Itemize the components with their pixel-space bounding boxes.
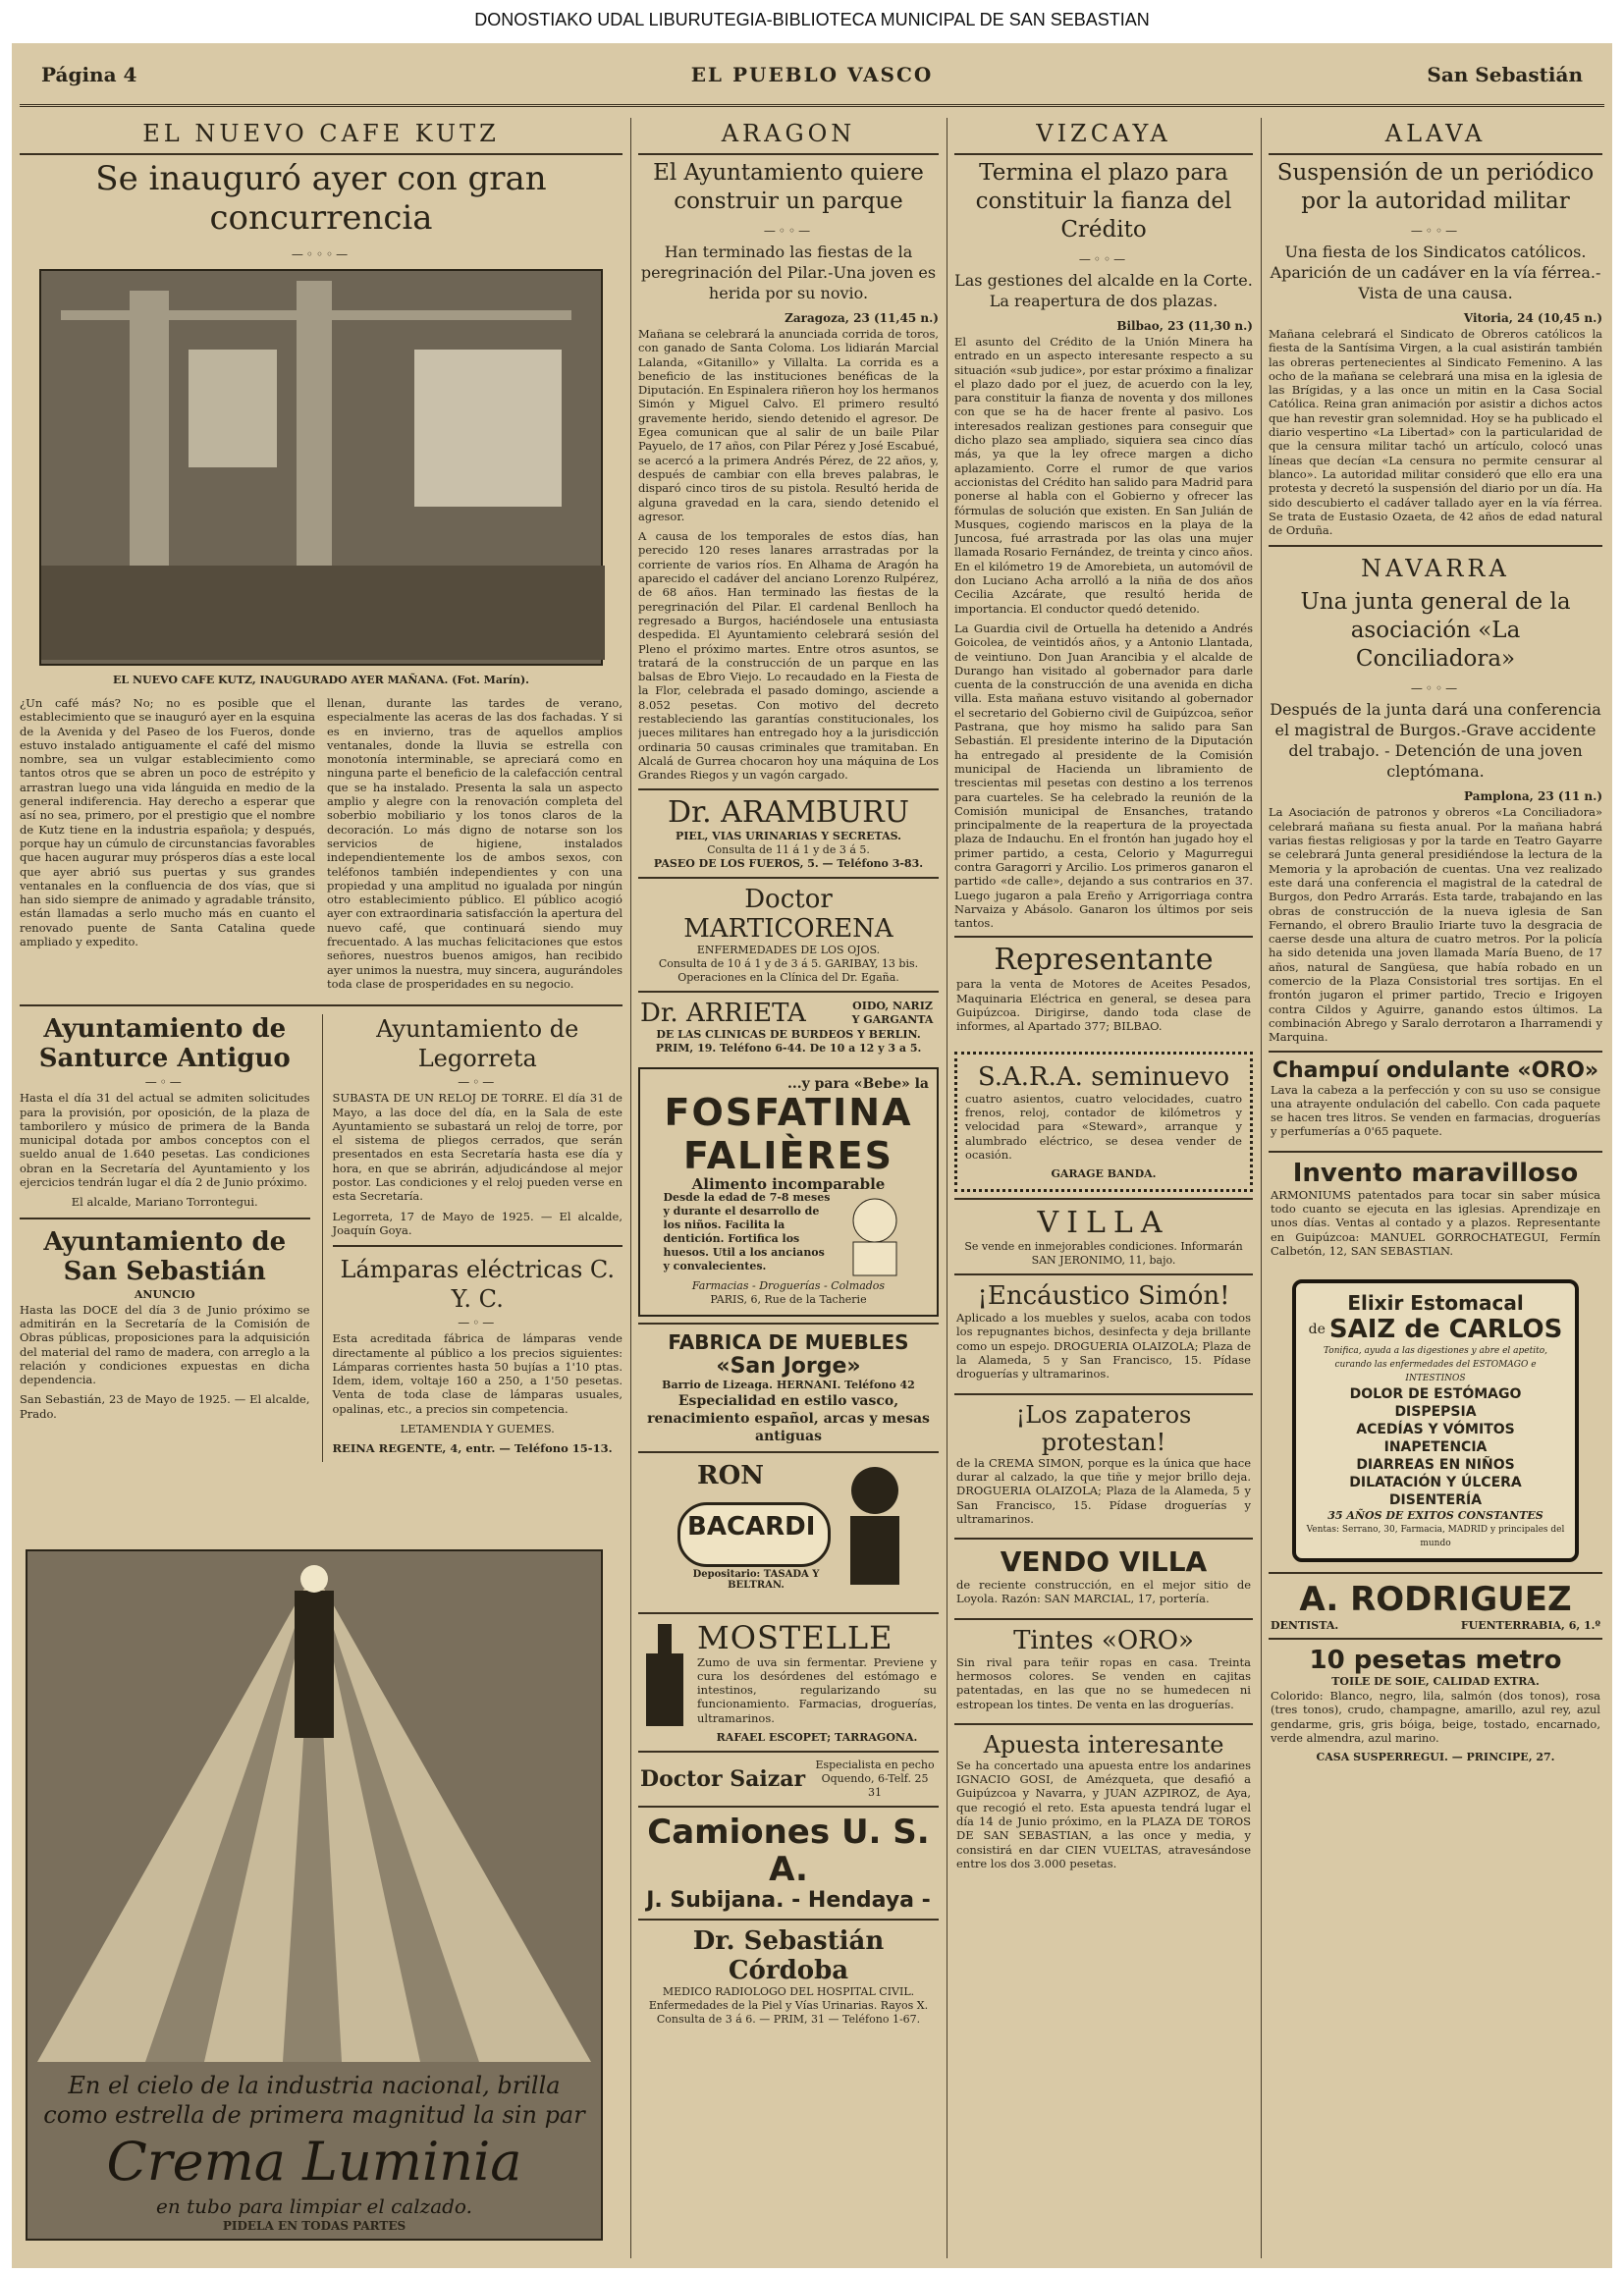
ad-shops: Farmacias - Droguerías - Colmados (691, 1278, 886, 1292)
headline: Suspensión de un periódico por la autoridad militar (1276, 160, 1595, 214)
ad-text: Se ha concertado una apuesta entre los andarines IGNACIO GOSI, de Amézqueta, que desafió a Guipúzcoa y Navarra, y JUAN AZPIROZ, de Aya, que recogió el reto. Esta apuesta tendrá lugar el día 14 de Junio próximo, en la PLAZA DE TOROS DE SAN SEBASTIAN, a las once y media, y consistirá en dar CIEN VUELTAS, atravesándose entre los dos 3.000 pesetas. (956, 1758, 1251, 1870)
poster-line: como estrella de primera magnitud la sin par (43, 2101, 585, 2129)
headline: El Ayuntamiento quiere construir un parque (653, 160, 924, 214)
ad-title: S.A.R.A. seminuevo (977, 1061, 1230, 1092)
ad-text: Lava la cabeza a la perfección y con su uso se consigue una atrayente ondulación del cabello. Con cada paquete se hacen tres litros. Se venden en farmacias, droguerías y perfumerías a 0'65 paquete. (1271, 1082, 1600, 1139)
bacardi-ad (638, 1451, 939, 1612)
ad-address: CASA SUSPERREGUI. — PRINCIPE, 27. (1316, 1751, 1555, 1764)
ad-address: Barrio de Lizeaga. HERNANI. Teléfono 42 (662, 1378, 915, 1391)
ad-signature: San Sebastián, 23 de Mayo de 1925. — El alcalde, Prado. (20, 1392, 310, 1421)
ad-text: de reciente construcción, en el mejor sitio de Loyola. Razón: SAN MARCIAL, 17, portería. (956, 1578, 1251, 1606)
ad-address: REINA REGENTE, 4, entr. — Teléfono 15-13. (332, 1441, 613, 1456)
masthead-rule (20, 104, 1604, 107)
ad-text: Zumo de uva sin fermentar. Previene y cura los desórdenes del estómago e intestinos, regularizando su funcionamiento. Farmacias, droguerías, ultramarinos. (697, 1654, 937, 1725)
ad-tagline: Elixir Estomacal (1347, 1291, 1524, 1316)
column-divider (630, 118, 631, 2258)
ad-text: Desde la edad de 7-8 meses y durante el desarrollo de los niños. Facilita la dentición. Fortifica los huesos. Util a los ancianos y convalecientes. (663, 1190, 831, 1272)
dateline: Vitoria, 24 (10,45 n.) (1463, 311, 1602, 325)
subheadline: Una fiesta de los Sindicatos católicos. Aparición de un cadáver en la vía férrea.-Vista de una causa. (1270, 243, 1601, 302)
ad-title: 10 pesetas metro (1309, 1646, 1562, 1676)
ad-subtitle: PIEL, VIAS URINARIAS Y SECRETAS. (675, 829, 902, 842)
cafe-photo (39, 269, 603, 666)
ailment-item: DILATACIÓN Y ÚLCERA (1349, 1475, 1522, 1491)
ad-text: Especialidad en estilo vasco, renacimiento español, arcas y mesas antiguas (647, 1392, 930, 1444)
ad-name: «San Jorge» (716, 1353, 861, 1379)
baby-illustration (836, 1191, 914, 1279)
ad-address: FUENTERRABIA, 6, 1.º (1460, 1619, 1600, 1633)
figure-illustration (831, 1461, 919, 1589)
ad-subtitle: ENFERMEDADES DE LOS OJOS. (696, 943, 881, 956)
article-text: La Asociación de patronos y obreros «La Conciliadora» celebrará mañana su fiesta anual. Por la mañana habrá varias fiestas religiosas y por la tarde en Teatro Gayarre se celebrará Junta general presidiéndose la lectura de la Memoria y la aprobación de cuentas. Una vez realizado este dará una conferencia el magistral de la catedral de Burgos, don Pedro Arrarás. Esta tarde, trabajando en las obras de construcción de la nueva iglesia de San Fernando, el obrero Braulio Iriarte tuvo la desgracia de caerse desde una altura de cuatro metros. Por la policía ha sido detenida una joven llamada María Bueno, de 17 años, natural de Sangüesa, que había robado en un comercio de la Plaza Consistorial tres sortijas. En el frontón jugaron el primer partido, Trecio e Irigoyen contra Cildos y Aguirre, ganando estos últimos. La combinación Abrego y Saralo derrotaron a Iharramendi y Marquina. (1269, 805, 1602, 1045)
ad-address: Ventas: Serrano, 30, Farmacia, MADRID y principales del mundo (1306, 1525, 1565, 1549)
ad-title: A. RODRIGUEZ (1299, 1580, 1572, 1620)
article-text: La Guardia civil de Ortuella ha detenido a Andrés Goicolea, de veintidós años, y a Antonio Llantada, de veintiuno. Don Juan Arancibia y el alcalde de Durango han visitado al gobernador para darle cuenta de la construcción de una avenida en dicha villa. Esta mañana estuvo visitando al gobernador el secretario del Gobierno civil de Guipúzcoa, señor Pastrana, que hoy mismo ha salido para San Sebastián. El presidente interino de la Diputación ha entregado al presidente de la Comisión municipal de Hacienda un libramiento de trescientas mil pesetas con destino a los terrenos para cuarteles. Se ha celebrado la reunión de la Comisión municipal de Ensanches, tratando principalmente de la reapertura de la proyectada plaza de Indauchu. En el frontón han jugado hoy el primer partido, a cesta, Celorio y Magurregui contra Garagorri y Arcilio. Los primeros ganaron el partido «de calle», dejando a sus contrarios en 37. Luego jugaron a pala Ereño y Arrigorriaga contra Narvaiza y Abásolo. Ganaron los últimos por seis tantos. (954, 621, 1253, 931)
ailment-item: DOLOR DE ESTÓMAGO (1349, 1386, 1522, 1403)
ad-subtitle: TOILE DE SOIE, CALIDAD EXTRA. (1331, 1675, 1540, 1689)
city-label: San Sebastián (1427, 63, 1583, 86)
ad-text: Se vende en inmejorables condiciones. Informarán SAN JERONIMO, 11, bajo. (964, 1240, 1243, 1268)
photo-caption: EL NUEVO CAFE KUTZ, INAUGURADO AYER MAÑANA. (Fot. Marín). (113, 674, 529, 686)
ailment-item: DISPEPSIA (1394, 1404, 1477, 1421)
dateline: Zaragoza, 23 (11,45 n.) (785, 311, 939, 325)
ad-title: VENDO VILLA (1000, 1545, 1208, 1579)
ad-signature: Legorreta, 17 de Mayo de 1925. — El alcalde, Joaquín Goya. (332, 1209, 623, 1237)
ad-address: PARIS, 6, Rue de la Tacherie (710, 1292, 867, 1306)
page-number: Página 4 (41, 63, 137, 86)
ad-title: Ayuntamiento de Santurce Antiguo (38, 1014, 291, 1074)
section-title: EL NUEVO CAFE KUTZ (142, 120, 500, 147)
ad-subtitle: Alimento incomparable (691, 1174, 886, 1193)
ailment-item: INAPETENCIA (1383, 1439, 1488, 1456)
ad-title: Representante (994, 943, 1214, 978)
ad-title: MOSTELLE (697, 1618, 893, 1656)
ad-title: SAIZ de CARLOS (1328, 1315, 1563, 1345)
ad-text: ARMONIUMS patentados para tocar sin saber música todo cuanto se ejecuta en las iglesias. Aprendizaje en unos días. Ventas al contado y a plazos. Representante en Guipúzcoa: MANUEL GORROCHATEGUI, Fermín Calbetón, 12, SAN SEBASTIAN. (1271, 1187, 1600, 1258)
ad-title: Apuesta interesante (983, 1730, 1224, 1759)
column-vizcaya: VIZCAYA Termina el plazo para constituir la fianza del Crédito —◦◦— Las gestiones del alcalde en la Corte. La reapertura de dos plazas. Bilbao, 23 (11,30 n.) El asunto del Crédito de la Unión Minera ha entrado en un aspecto interesante respecto a su situación «sub judice», por estar próximo a finalizar el plazo dado por el juez, de acuerdo con la ley, para constituir la fianza de noventa y dos millones con que se ha de hacer frente al pasivo. Los interesados realizan gestiones para conseguir que dicho plazo sea ampliado, siquiera sea cinco días más, ya que la ley ofrece margen a dicho aplazamiento. Corre el rumor de que varios accionistas del Crédito han salido para Madrid para ponerse al habla con el Gobierno y ofrecer las fórmulas de solución que existen. En San Julián de Musques, cogiendo mariscos en la playa de la Juncosa, fué arrastrada por las olas una mujer llamada Rosario Fernández, de treinta y cinco años. En el kilómetro 19 de Amorebieta, un automóvil de don Luciano Acha arrolló a la niña de dos años Cecilia Azcárate, que resultó herida de importancia. El conductor quedó detenido. La Guardia civil de Ortuella ha detenido a Andrés Goicolea, de veintidós años, y a Antonio Llantada, de veintiuno. Don Juan Arancibia y el alcalde de Durango han visitado al gobernador para darle cuenta de la construcción de una avenida en dicha villa. Esta mañana estuvo visitando al gobernador el secretario del Gobierno civil de Guipúzcoa, señor Pastrana, que hoy mismo ha salido para San Sebastián. El presidente interino de la Diputación ha entregado al presidente de la Comisión municipal de Hacienda un libramiento de trescientas mil pesetas con destino a los terrenos para cuarteles. Se ha celebrado la reunión de la Comisión municipal de Ensanches, tratando principalmente de la reapertura de la proyectada plaza de Indauchu. En el frontón han jugado hoy el primer partido, a cesta, Celorio y Magurregui contra Garagorri y Arcilio. Los primeros ganaron el partido «de calle», dejando a sus contrarios en 37. Luego jugaron a pala Ereño y Arrigorriaga contra Narvaiza y Abásolo. Ganaron los últimos por seis tantos. Representante para la venta de Motores de Aceites Pesados, Maquinaria Eléctrica en general, se desea para Guipúzcoa. Dirigirse, dando toda clase de informes, al Apartado 377; BILBAO. S.A.R.A. seminuevo cuatro asientos, cuatro velocidades, cuatro frenos, reloj, contador de kilómetros y velocidad para «Steward», arranque y alumbrado eléctrico, se desea vender de ocasión. GARAGE BANDA. VILLA Se vende en inmejorables condiciones. Informarán SAN JERONIMO, 11, bajo. ¡Encáustico Simón! Aplicado a los muebles y suelos, acaba con todos los repugnantes bichos, desinfecta y deja brillante como un espejo. DROGUERIA OLAIZOLA; Plaza de la Alameda, 5 y San Francisco, 15. Pídase droguerías y ultramarinos. ¡Los zapateros protestan! de la CREMA SIMON, porque es la única que hace durar al calzado, la que tiñe y mejor brillo deja. DROGUERIA OLAIZOLA; Plaza de la Alameda, 5 y San Francisco, 15. Pídase droguerías y ultramarinos. VENDO VILLA de reciente construcción, en el mejor sitio de Loyola. Razón: SAN MARCIAL, 17, portería. Tintes «ORO» Sin rival para teñir ropas en casa. Treinta hermosos colores. Se venden en cajitas patentadas, en las que no se humedecen ni estropean los tintes. De venta en las droguerías. Apuesta interesante Se ha concertado una apuesta entre los andarines IGNACIO GOSI, de Amézqueta, que desafió a Guipúzcoa y Navarra, y JUAN AZPIROZ, de Aya, que recogió el reto. Esta apuesta tendrá lugar el día 14 de Junio próximo, en la PLAZA DE TOROS DE SAN SEBASTIAN, a las once y media, y consistirá en dar CIEN VUELTAS, atravesándose entre los dos 3.000 pesetas. (954, 120, 1253, 2260)
section-title: ALAVA (1384, 120, 1487, 147)
ad-title: Dr. Sebastián Córdoba (692, 1925, 885, 1985)
article-text: A causa de los temporales de estos días, han perecido 120 reses lanares arrastradas por la corriente de varios ríos. En Alhama de Aragón ha aparecido el cadáver del anciano Lorenzo Rulpérez, de 68 años. Han terminado las fiestas de la peregrinación del Pilar. El cardenal Benlloch ha regresado a Burgos, haciéndosele una entusiasta despedida. El Ayuntamiento celebrará sesión del Pleno el próximo martes. Entre otros asuntos, se tratará de la construcción de un parque en las balsas de Ebro Viejo. Lo recaudado en la Fiesta de la Flor, celebrada el pasado domingo, asciende a 8.052 pesetas. Con motivo del decreto restableciendo las garantías constitucionales, los jueces militares han entregado hoy a la jurisdicción ordinaria 50 causas criminales que tramitaban. En Alcalá de Gurrea chocaron hoy una máquina de Los Grandes Riegos y un vagón cargado. (638, 529, 939, 783)
ad-title: VILLA (1037, 1206, 1170, 1241)
ad-title: Champuí ondulante «ORO» (1272, 1057, 1599, 1083)
section-title: VIZCAYA (1036, 120, 1171, 147)
ad-title: Lámparas eléctricas C. Y. C. (340, 1256, 616, 1314)
ad-text: Aplicado a los muebles y suelos, acaba con todos los repugnantes bichos, desinfecta y deja brillante como un espejo. DROGUERIA OLAIZOLA; Plaza de la Alameda, 5 y San Francisco, 15. Pídase droguerías y ultramarinos. (956, 1311, 1251, 1381)
article-text: Mañana se celebrará la anunciada corrida de toros, con ganado de Santa Coloma. Los lidiarán Marcial Lalanda, «Gitanillo» y Villalta. La corrida es a beneficio de las instituciones benéficas de la Diputación. En Espinalera riñeron hoy los hermanos Simón y Miguel Calvo. El primero resultó gravemente herido, siendo detenido el agresor. De Egea comunican que al salir de un baile Pilar Payuelo, de 17 años, con Pilar Pérez y José Escabué, se acercó a la primera Andrés Pérez, de 22 años, y, después de cambiar con ella breves palabras, le disparó cinco tiros de su pistola. Resultó herida de alguna gravedad en la cara, siendo detenido el agresor. (638, 327, 939, 523)
column-divider (1261, 118, 1262, 2258)
ad-agent: Depositario: TASADA Y BELTRAN. (692, 1568, 820, 1591)
newspaper-title: EL PUEBLO VASCO (690, 63, 934, 86)
ad-title: Invento maravilloso (1292, 1158, 1579, 1188)
ad-title: ¡Encáustico Simón! (977, 1281, 1230, 1312)
ad-text: Sin rival para teñir ropas en casa. Treinta hermosos colores. Se venden en cajitas patentadas, en las que no se humedecen ni estropean los tintes. De venta en las droguerías. (956, 1654, 1251, 1711)
ad-subtitle: J. Subijana. - Hendaya - (646, 1887, 931, 1913)
ad-address: PASEO DE LOS FUEROS, 5. — Teléfono 3-83. (653, 856, 924, 870)
headline: Una junta general de la asociación «La Conciliadora» (1300, 589, 1571, 673)
library-banner: DONOSTIAKO UDAL LIBURUTEGIA-BIBLIOTECA MUNICIPAL DE SAN SEBASTIAN (0, 0, 1624, 43)
article-text: Mañana celebrará el Sindicato de Obreros católicos la fiesta de la Santísima Virgen, a la cual asistirán también las obreras pertenecientes al Sindicato Femenino. A las ocho de la mañana se celebrará una misa en la iglesia de las Brígidas, y a las once un mitin en la Casa Social Católica. Reina gran animación por asistir a dichos actos que han revestir gran solemnidad. Hoy se ha publicado el diario vespertino «La Libertad» con la particularidad de que la censura militar tachó un artículo, colocó unas líneas que decían «La censura no permite censurar al blanco». La autoridad militar consideró que ello era una protesta y decretó la suspensión del diario por un día. Ha sido descubierto el cadáver tallado ayer en la vía férrea. Se trata de Eustasio Ozaeta, de 42 años de edad natural de Orduña. (1269, 327, 1602, 538)
column-cafe-kutz: EL NUEVO CAFE KUTZ Se inauguró ayer con gran concurrencia —◦◦◦— EL NUEVO CAFE KUTZ, INAUGURADO AYER MAÑANA. (Fot. Marín). ¿Un café más? No; no es posible que el establecimiento que se inauguró ayer en la esquina de la Avenida y del Paseo de los Fueros, donde estuvo instalado antiguamente el café del mismo nombre, sea un vulgar establecimiento como tantos otros que se abren un poco de estrépito y arrastran luego una vida lánguida en medio de la general indiferencia. Hay derecho a esperar que así no sea, primero, por el prestigio que el nombre de Kutz tiene en la industria española; y después, porque hay un cúmulo de circunstancias favorables que hacen augurar muy prósperos días a este local que ayer abrió sus puertas y sus grandes ventanales en la confluencia de dos vías, que si han sido siempre de animado y agradable tránsito, están llamadas a serlo mucho más en cuanto el renovado puente de Santa Catalina quede ampliado y expedito. llenan, durante las tardes de verano, especialmente las aceras de las dos fachadas. Y si es en invierno, tras de aquellos amplios ventanales, donde la lluvia se estrella con monotonía interminable, se apreciará como en ninguna parte el beneficio de la calefacción central que se ha instalado. Presenta la sala un aspecto amplio y alegre con la renovación completa del soberbio mobiliario y los tonos claros de la decoración. Lo más digno de notarse son los servicios de higiene, instalados independientemente los de ambos sexos, con teléfonos también independientes y con una propiedad y una amplitud no igualada por ningún otro establecimiento público. El público acogió ayer con extraordinaria satisfacción la apertura del nuevo café, que continuará siendo muy frecuentado. A las muchas felicitaciones que estos señores, nuestros buenos amigos, han recibido ayer unimos la nuestra, muy sincera, augurándoles toda clase de prosperidades en su negocio. Ayuntamiento de Santurce Antiguo —◦— Hasta el día 31 del actual se admiten solicitudes para la provisión, por oposición, de la plaza de tamborilero y músico de primera de la Banda municipal dotada por ambos conceptos con el sueldo anual de 1.640 pesetas. Las condiciones obran en la Secretaría del Ayuntamiento y los ejercicios tendrán lugar el día 2 de Junio próximo. El alcalde, Mariano Torrontegui. Ayuntamiento de San Sebastián ANUNCIO Hasta las DOCE del día 3 de Junio próximo se admitirán en la Secretaría de la Comisión de Obras públicas, proposiciones para la adquisición del material del ramo de madera, con arreglo a la relación y condiciones expuestas en dicha dependencia. San Sebastián, 23 de Mayo de 1925. — El alcalde, Prado. Ayuntamiento de Legorreta —◦— SUBASTA DE UN RELOJ DE TORRE. El día 31 de Mayo, a las doce del día, en la Sala de este Ayuntamiento se subastará un reloj de torre, por el sistema de pliegos cerrados, que serán presentados en esta Secretaría hasta ese día y hora, en que se abrirán, adjudicándose al mejor postor. Las condiciones y el reloj pueden verse en esta Secretaría. Legorreta, 17 de Mayo de 1925. — El alcalde, Joaquín Goya. Lámparas eléctricas C. Y. C. —◦— Esta acreditada fábrica de lámparas vende directamente al público a los precios siguientes: Lámparas corrientes hasta 50 bujías a 1'10 ptas. Idem, idem, voltaje 160 a 250, a 1'50 pesetas. Venta de toda clase de lámparas usuales, opalinas, etc., a precios sin competencia. LETAMENDIA Y GUEMES. REINA REGENTE, 4, entr. — Teléfono 15-13. En el cielo de la industria nacional, brilla como estrella de primera magnitud la sin par Crema Luminia en tubo para limpiar el calzado. PIDELA EN TODAS PARTES (20, 120, 623, 2260)
elixir-ad (1292, 1279, 1579, 1562)
poster-line: PIDELA EN TODAS PARTES (222, 2219, 406, 2233)
ad-subtitle: DENTISTA. (1271, 1619, 1339, 1633)
article-text: El asunto del Crédito de la Unión Minera ha entrado en un aspecto interesante respecto a su situación «sub judice», por estar próximo a finalizar el plazo dado por el juez, de acuerdo con la ley, para constituir la fianza de noventa y dos millones con que se ha de hacer frente al pasivo. Los interesados realizan gestiones para conseguir que dicho plazo sea ampliado, siquiera sea cinco días más, ya que la ley ofrece margen a dicho aplazamiento. Corre el rumor de que varios accionistas del Crédito han salido para Madrid para ponerse al habla con el Gobierno y ofrecer las fórmulas de solución que existen. En San Julián de Musques, cogiendo mariscos en la playa de la Juncosa, fué arrastrada por las olas una mujer llamada Rosario Fernández, de treinta y cinco años. En el kilómetro 19 de Amorebieta, un automóvil de don Luciano Acha arrolló a la niña de dos años Cecilia Azcárate, que resultó herida de importancia. El conductor quedó detenido. (954, 335, 1253, 616)
ad-label: ANUNCIO (134, 1287, 195, 1301)
ad-text: Esta acreditada fábrica de lámparas vende directamente al público a los precios siguientes: Lámparas corrientes hasta 50 bujías a 1'10 ptas. Idem, idem, voltaje 160 a 250, a 1'50 pesetas. Venta de toda clase de lámparas usuales, opalinas, etc., a precios sin competencia. (332, 1331, 623, 1416)
ad-text: Colorido: Blanco, negro, lila, salmón (dos tonos), rosa (tres tonos), crudo, champagne, amarillo, azul rey, azul gendarme, gris, gris bóiga, beige, tostado, encarnado, verde almendra, azul marino. (1271, 1689, 1600, 1746)
column-alava: ALAVA Suspensión de un periódico por la autoridad militar —◦◦— Una fiesta de los Sindicatos católicos. Aparición de un cadáver en la vía férrea.-Vista de una causa. Vitoria, 24 (10,45 n.) Mañana celebrará el Sindicato de Obreros católicos la fiesta de la Santísima Virgen, a la cual asistirán también las obreras pertenecientes al Sindicato Femenino. A las ocho de la mañana se celebrará una misa en la iglesia de las Brígidas, y a las once un mitin en la Casa Social Católica. Reina gran animación por asistir a dichos actos que han revestir gran solemnidad. Hoy se ha publicado el diario vespertino «La Libertad» con la particularidad de que la censura militar tachó un artículo, colocó unas líneas que decían «La censura no permite censurar al blanco». La autoridad militar consideró que ello era una protesta y decretó la suspensión del diario por un día. Ha sido descubierto el cadáver tallado ayer en la vía férrea. Se trata de Eustasio Ozaeta, de 42 años de edad natural de Orduña. NAVARRA Una junta general de la asociación «La Conciliadora» —◦◦— Después de la junta dará una conferencia el magistral de Burgos.-Grave accidente del trabajo. - Detención de una joven cleptómana. Pamplona, 23 (11 n.) La Asociación de patronos y obreros «La Conciliadora» celebrará mañana su fiesta anual. Por la mañana habrá varias fiestas religiosas y por la tarde en Teatro Gayarre se celebrará Junta general presidiéndose la lectura de la Memoria y la aprobación de cuentas. Una vez realizado este dará una conferencia el magistral de la catedral de Burgos, don Pedro Arrarás. Esta tarde, trabajando en las obras de construcción de la nueva iglesia de San Fernando, el obrero Braulio Iriarte tuvo la desgracia de caerse desde una altura de cuatro metros. Por la policía ha sido detenida una joven llamada María Bueno, de 17 años, natural de Sangüesa, que había robado en un comercio de la Plaza Consistorial tres sortijas. En el frontón jugaron el primer partido, Trecio e Irigoyen contra Cildos y Aguirre, ganando estos últimos. La combinación Abrego y Saralo derrotaron a Iharramendi y Marquina. Champuí ondulante «ORO» Lava la cabeza a la perfección y con su uso se consigue una atrayente ondulación del cabello. Con cada paquete se hacen tres litros. Se venden en farmacias, droguerías y perfumerías a 0'65 paquete. Invento maravilloso ARMONIUMS patentados para tocar sin saber música todo cuanto se ejecuta en las iglesias. Aprendizaje en unos días. Ventas al contado y a plazos. Representante en Guipúzcoa: MANUEL GORROCHATEGUI, Fermín Calbetón, 12, SAN SEBASTIAN. Elixir Estomacal de SAIZ de CARLOS Tonifica, ayuda a las digestiones y abre el apetito, curando las enfermedades del ESTOMAGO e INTESTINOS DOLOR DE ESTÓMAGO DISPEPSIA ACEDÍAS Y VÓMITOS INAPETENCIA DIARREAS EN NIÑOS DILATACIÓN Y ÚLCERA DISENTERÍA 35 AÑOS DE EXITOS CONSTANTES Ventas: Serrano, 30, Farmacia, MADRID y principales del mundo A. RODRIGUEZ DENTISTA. FUENTERRABIA, 6, 1.º 10 pesetas metro TOILE DE SOIE, CALIDAD EXTRA. Colorido: Blanco, negro, lila, salmón (dos tonos), rosa (tres tonos), crudo, champagne, amarillo, azul rey, azul gendarme, gris, gris bóiga, beige, tostado, encarnado, verde almendra, azul marino. CASA SUSPERREGUI. — PRINCIPE, 27. (1269, 120, 1602, 2260)
ailments-list (1304, 1385, 1567, 1509)
ad-connector: de (1308, 1322, 1326, 1338)
section-title: NAVARRA (1361, 555, 1510, 583)
ad-title: FABRICA DE MUEBLES (668, 1329, 909, 1354)
poster-brand: Crema Luminia (106, 2131, 522, 2193)
dateline: Pamplona, 23 (11 n.) (1464, 789, 1602, 804)
column-aragon: ARAGON El Ayuntamiento quiere construir un parque —◦◦— Han terminado las fiestas de la peregrinación del Pilar.-Una joven es herida por su novio. Zaragoza, 23 (11,45 n.) Mañana se celebrará la anunciada corrida de toros, con ganado de Santa Coloma. Los lidiarán Marcial Lalanda, «Gitanillo» y Villalta. La corrida es a beneficio de las instituciones benéficas de la Diputación. En Espinalera riñeron hoy los hermanos Simón y Miguel Calvo. El primero resultó gravemente herido, siendo detenido el agresor. De Egea comunican que al salir de un baile Pilar Payuelo, de 17 años, con Pilar Pérez y José Escabué, se acercó a la primera Andrés Pérez, de 22 años, y, después de cambiar con ella breves palabras, le disparó cinco tiros de su pistola. Resultó herida de alguna gravedad en la cara, siendo detenido el agresor. A causa de los temporales de estos días, han perecido 120 reses lanares arrastradas por la corriente de varios ríos. En Alhama de Aragón ha aparecido el cadáver del anciano Lorenzo Rulpérez, de 68 años. Han terminado las fiestas de la peregrinación del Pilar. El cardenal Benlloch ha regresado a Burgos, haciéndosele una entusiasta despedida. El Ayuntamiento celebrará sesión del Pleno el próximo martes. Entre otros asuntos, se tratará de la construcción de un parque en las balsas de Ebro Viejo. Lo recaudado en la Fiesta de la Flor, celebrada el pasado domingo, asciende a 8.052 pesetas. Con motivo del decreto restableciendo las garantías constitucionales, los jueces militares han entregado hoy a la jurisdicción ordinaria 50 causas criminales que tramitaban. En Alcalá de Gurrea chocaron hoy una máquina de Los Grandes Riegos y un vagón cargado. Dr. ARAMBURU PIEL, VIAS URINARIAS Y SECRETAS. Consulta de 11 á 1 y de 3 á 5. PASEO DE LOS FUEROS, 5. — Teléfono 3-83. Doctor MARTICORENA ENFERMEDADES DE LOS OJOS. Consulta de 10 á 1 y de 3 á 5. GARIBAY, 13 bis. Operaciones en la Clínica del Dr. Egaña. Dr. ARRIETA OIDO, NARIZ Y GARGANTA DE LAS CLINICAS DE BURDEOS Y BERLIN. PRIM, 19. Teléfono 6-44. De 10 a 12 y 3 a 5. ...y para «Bebe» la FOSFATINA FALIÈRES Alimento incomparable Desde la edad de 7-8 meses y durante el desarrollo de los niños. Facilita la dentición. Fortifica los huesos. Util a los ancianos y convalecientes. Farmacias - Droguerías - Colmados PARIS, 6, Rue de la Tacherie FABRICA DE MUEBLES «San Jorge» Barrio de Lizeaga. HERNANI. Teléfono 42 Especialidad en estilo vasco, renacimiento español, arcas y mesas antiguas RON BACARDI Depositario: TASADA Y BELTRAN. MOSTELLE Zumo de uva sin fermentar. Previene y cura los desórdenes del estómago e intestinos, regularizando su funcionamiento. Farmacias, droguerías, ultramarinos. RAFAEL ESCOPET; TARRAGONA. Doctor Saizar Especialista en pecho Oquendo, 6-Telf. 25 31 Camiones U. S. A. J. Subijana. - Hendaya - Dr. Sebastián Córdoba MEDICO RADIOLOGO DEL HOSPITAL CIVIL. Enfermedades de la Piel y Vías Urinarias. Rayos X. Consulta de 3 á 6. — PRIM, 31 — Teléfono 1-67. (638, 120, 939, 2260)
ailment-item: ACEDÍAS Y VÓMITOS (1356, 1422, 1515, 1438)
ad-signature: LETAMENDIA Y GUEMES. (400, 1421, 555, 1435)
star-burst-illustration (27, 1551, 601, 2062)
ailment-item: DIARREAS EN NIÑOS (1356, 1457, 1515, 1474)
ad-text: para la venta de Motores de Aceites Pesados, Maquinaria Eléctrica en general, se desea para Guipúzcoa. Dirigirse, dando toda clase de informes, al Apartado 377; BILBAO. (956, 977, 1251, 1034)
ad-text: SUBASTA DE UN RELOJ DE TORRE. El día 31 de Mayo, a las doce del día, en la Sala de este Ayuntamiento se subastará un reloj de torre, por el sistema de pliegos cerrados, que serán presentados en esta Secretaría hasta ese día y hora, en que se abrirán, adjudicándose al mejor postor. Las condiciones y el reloj pueden verse en esta Secretaría. (332, 1091, 623, 1204)
ad-brand: RON (697, 1460, 765, 1490)
subheadline: Las gestiones del alcalde en la Corte. La reapertura de dos plazas. (954, 271, 1253, 310)
newspaper-page (12, 43, 1612, 2268)
ad-title: Doctor MARTICORENA (683, 884, 893, 944)
subheadline: Han terminado las fiestas de la peregrinación del Pilar.-Una joven es herida por su novio. (640, 243, 937, 302)
ad-text: Hasta el día 31 del actual se admiten solicitudes para la provisión, por oposición, de la plaza de tamborilero y músico de primera de la Banda municipal dotada por ambos conceptos con el sueldo anual de 1.640 pesetas. Las condiciones obran en la Secretaría del Ayuntamiento y los ejercicios tendrán lugar el día 2 de Junio próximo. (20, 1091, 310, 1190)
ad-title: Ayuntamiento de San Sebastián (43, 1226, 287, 1286)
ad-text: cuatro asientos, cuatro velocidades, cuatro frenos, reloj, contador de kilómetros y velocidad para «Steward», arranque y alumbrado eléctrico, se desea vender de ocasión. (965, 1091, 1242, 1162)
ad-title: Doctor Saizar (640, 1765, 806, 1792)
poster-line: en tubo para limpiar el calzado. (156, 2194, 472, 2218)
ad-title: Dr. ARAMBURU (667, 794, 909, 830)
ad-text: DE LAS CLINICAS DE BURDEOS Y BERLIN. PRIM, 19. Teléfono 6-44. De 10 a 12 y 3 a 5. (655, 1027, 922, 1055)
ad-text: Tonifica, ayuda a las digestiones y abre el apetito, curando las enfermedades del ESTOMAGO e INTESTINOS (1323, 1346, 1548, 1384)
ad-specialty: OIDO, NARIZ Y GARGANTA (851, 999, 934, 1026)
crema-luminia-ad (26, 1549, 603, 2241)
ad-tagline: ...y para «Bebe» la (786, 1075, 929, 1092)
ad-signature: El alcalde, Mariano Torrontegui. (71, 1195, 258, 1210)
section-title: ARAGON (721, 120, 856, 147)
ad-text: Especialista en pecho Oquendo, 6-Telf. 25 31 (815, 1758, 935, 1799)
ad-text: Consulta de 11 á 1 y de 3 á 5. (707, 842, 870, 856)
poster-line: En el cielo de la industria nacional, brilla (68, 2072, 561, 2099)
ad-text: Consulta de 10 á 1 y de 3 á 5. GARIBAY, 13 bis. Operaciones en la Clínica del Dr. Egaña. (658, 956, 919, 984)
ad-title: BACARDI (687, 1511, 816, 1542)
ad-title: Tintes «ORO» (1013, 1625, 1194, 1655)
subheadline: Después de la junta dará una conferencia el magistral de Burgos.-Grave accidente del trabajo. - Detención de una joven cleptómana. (1270, 700, 1601, 782)
article-text: llenan, durante las tardes de verano, especialmente las aceras de las dos fachadas. Y si es en invierno, tras de aquellos amplios ventanales, donde la lluvia se estrella con monotonía interminable, se apreciará como en ninguna parte el beneficio de la calefacción central que se ha instalado. Presenta la sala un aspecto amplio y alegre con la renovación completa del soberbio mobiliario y los tonos claros de la decoración. Lo más digno de notarse son los servicios de higiene, instalados independientemente los de ambos sexos, con teléfonos también independientes y con una propiedad y una amplitud no igualada por ningún otro establecimiento público. El público acogió ayer con extraordinaria satisfacción la apertura del nuevo café, que continuará siendo muy frecuentado. A las muchas felicitaciones que estos señores, nuestros buenos amigos, han recibido ayer unimos la nuestra, muy sincera, augurándoles toda clase de prosperidades en su negocio. (327, 696, 623, 991)
ad-title: Camiones U. S. A. (647, 1812, 930, 1889)
ad-title: Ayuntamiento de Legorreta (376, 1015, 579, 1073)
ad-title: Dr. ARRIETA (640, 998, 806, 1028)
bottle-illustration (640, 1620, 689, 1728)
fosfatina-ad (638, 1067, 939, 1317)
ad-text: de la CREMA SIMON, porque es la única que hace durar al calzado, la que tiñe y mejor brillo deja. DROGUERIA OLAIZOLA; Plaza de la Alameda, 5 y San Francisco, 15. Pídase droguerías y ultramarinos. (956, 1455, 1251, 1526)
ad-title: ¡Los zapateros protestan! (1015, 1400, 1192, 1456)
ad-years: 35 AÑOS DE EXITOS CONSTANTES (1327, 1509, 1543, 1523)
headline: Termina el plazo para constituir la fianza del Crédito (975, 160, 1232, 243)
ad-text: Hasta las DOCE del día 3 de Junio próximo se admitirán en la Secretaría de la Comisión de Obras públicas, proposiciones para la adquisición del material del ramo de madera, con arreglo a la relación y condiciones expuestas en dicha dependencia. (20, 1302, 310, 1387)
headline: Se inauguró ayer con gran concurrencia (95, 159, 547, 238)
ad-address: GARAGE BANDA. (1051, 1167, 1157, 1181)
ailment-item: DISENTERÍA (1388, 1492, 1483, 1509)
ad-text: MEDICO RADIOLOGO DEL HOSPITAL CIVIL. Enfermedades de la Piel y Vías Urinarias. Rayos X. Consulta de 3 á 6. — PRIM, 31 — Teléfono 1-67. (648, 1984, 929, 2026)
ornament: —◦◦◦— (291, 247, 352, 261)
ad-title: FOSFATINA FALIÈRES (664, 1090, 913, 1177)
ad-agent: RAFAEL ESCOPET; TARRAGONA. (716, 1730, 918, 1744)
dateline: Bilbao, 23 (11,30 n.) (1116, 319, 1253, 333)
article-text: ¿Un café más? No; no es posible que el establecimiento que se inauguró ayer en la esquina de la Avenida y del Paseo de los Fueros, donde estuvo instalado antiguamente el café del mismo nombre, sea un vulgar establecimiento como tantos otros que se abren un poco de estrépito y arrastran luego una vida lánguida en medio de la general indiferencia. Hay derecho a esperar que así no sea, primero, por el prestigio que el nombre de Kutz tiene en la industria española; y después, porque hay un cúmulo de circunstancias favorables que hacen augurar muy prósperos días a este local que ayer abrió sus puertas y sus grandes ventanales en la confluencia de dos vías, que si han sido siempre de animado y agradable tránsito, están llamadas a serlo mucho más en cuanto el renovado puente de Santa Catalina quede ampliado y expedito. (20, 696, 315, 949)
